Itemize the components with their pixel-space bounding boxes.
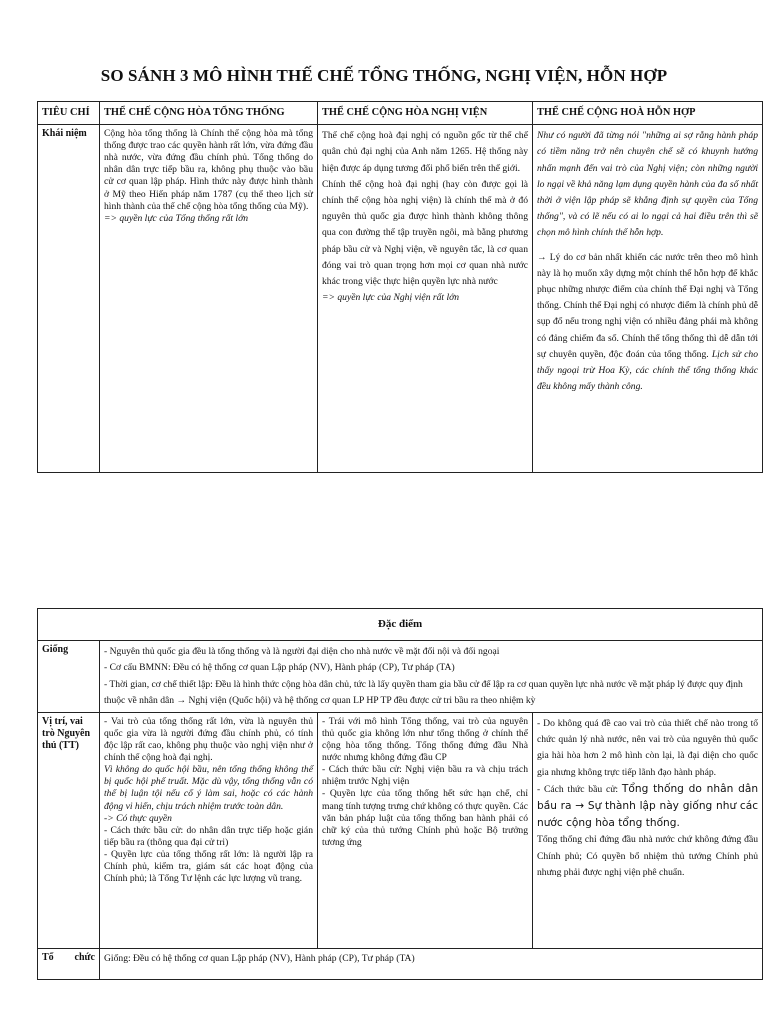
hybrid-election [537, 781, 758, 833]
hybrid-quote: Như có người đã từng nói "những ai sợ rằng hành pháp có tiềm năng trở nên chuyên chế sẽ có khuynh hướng nhấn mạnh đến vai trò của Nghị viện; còn những người lo ngại về khả năng lạm dụng quyền hành của đa số nhất thời ở viện lập pháp sẽ khẳng định sự quyền của Tổng thống", và có lẽ nếu có ai lo ngại cả hai điều trên thì sẽ chọn mô hình chính thể hỗn hợp. [537, 130, 758, 239]
cell-parliamentary-concept [318, 125, 533, 473]
presidential-election: - Cách thức bầu cử: do nhân dân trực tiếp hoặc gián tiếp bầu ra (thông qua đại cử tri) [104, 824, 313, 848]
hybrid-role: - Do không quá đề cao vai trò của thiết chế nào trong tổ chức quản lý nhà nước, nên vai trò của nguyên thủ quốc gia hài hòa hơn 2 mô hình còn lại, là đại diện cho quốc gia nhưng không trực tiếp lãnh đạo hành pháp. [537, 717, 759, 778]
similarity-line: - Cơ cấu BMNN: Đều có hệ thống cơ quan Lập pháp (NV), Hành pháp (CP), Tư pháp (TA) [104, 662, 455, 674]
hybrid-reason-text: → Lý do cơ bản nhất khiến các nước trên theo mô hình này là họ muốn xây dựng một chính thể hỗn hợp để khắc phục những nhược điểm của chính thể Đại nghị và Tổng thống. Chính thể Đại nghị có nhược điểm là chính phủ dễ sụp đổ nếu trong nghị viện có nhiều đảng phái mà không có đảng chiếm đa số. Chính thể tổng thống thì dễ dẫn tới sự chuyên quyền, độc đoán của tổng thống. [537, 251, 758, 360]
cell-organization: Giống: Đều có hệ thống cơ quan Lập pháp (NV), Hành pháp (CP), Tư pháp (TA) [100, 948, 763, 979]
table-row-concept [38, 125, 763, 473]
header-criteria: TIÊU CHÍ [38, 102, 100, 125]
presidential-role: - Vai trò của tổng thống rất lớn, vừa là nguyên thủ quốc gia vừa là người đứng đầu chính phủ, có tính độc lập rất cao, không phụ thuộc vào nghị viện như ở chính thể cộng hoà đại nghị. [104, 715, 313, 764]
row-label-similarities: Giống [38, 641, 100, 713]
similarity-line: - Nguyên thủ quốc gia đều là tổng thống và là người đại diện cho nhà nước về mặt đối nội và đối ngoại [104, 646, 500, 658]
presidential-powers: - Quyền lực của tổng thống rất lớn: là người lập ra Chính phủ, kiểm tra, giám sát các hoạt động của Chính phủ; là Tổng Tư lệnh các lực lượng vũ trang. [104, 848, 313, 885]
cell-presidential-concept [100, 125, 318, 473]
header-hybrid: THỂ CHẾ CỘNG HOÀ HỖN HỢP [533, 102, 763, 125]
cell-similarities [100, 641, 763, 713]
hybrid-reason [537, 250, 758, 396]
row-label-organization: Tổ chức [38, 948, 100, 979]
header-presidential: THỂ CHẾ CỘNG HÒA TỔNG THỐNG [100, 102, 318, 125]
parliamentary-conclusion: => quyền lực của Nghị viện rất lớn [322, 292, 460, 304]
presidential-impeachment: Vì không do quốc hội bầu, nên tổng thống không thể bị quốc hội phế truất. Mặc dù vậy, tổng thống vẫn có thể bị luận tội nếu cố ý làm sai, hoặc có các hành động vi hiến, chịu trách nhiệm trước toàn dân. [104, 764, 313, 812]
parliamentary-powers: - Quyền lực của tổng thống hết sức hạn chế, chỉ mang tính tượng trưng chứ không có thực quyền. Các văn bản pháp luật của tổng thống ban hành phải có chữ ký của thủ tướng Chính phủ hoặc Bộ trưởng tương ứng [322, 788, 528, 848]
cell-presidential-head [100, 712, 318, 948]
row-label-concept: Khái niệm [38, 125, 100, 473]
cell-hybrid-concept [533, 125, 763, 473]
header-parliamentary: THỂ CHẾ CỘNG HÒA NGHỊ VIỆN [318, 102, 533, 125]
row-label-head-of-state: Vị trí, vai trò Nguyên thủ (TT) [38, 712, 100, 948]
hybrid-election-text: Tổng thống do nhân dân bầu ra → Sự thành lập này giống như các nước cộng hòa tổng thống. [537, 782, 759, 830]
hybrid-powers: Tổng thống chỉ đứng đầu nhà nước chứ không đứng đầu Chính phủ; Có quyền bổ nhiệm thủ tướng Chính phủ nhưng phải được nghị viện phê chuẩn. [537, 834, 759, 878]
table-row-similarities [38, 641, 763, 713]
table-header-row [38, 102, 763, 125]
page-title: SO SÁNH 3 MÔ HÌNH THẾ CHẾ TỔNG THỐNG, NGHỊ VIỆN, HỖN HỢP [100, 66, 668, 85]
cell-hybrid-head [533, 712, 763, 948]
hybrid-reason-italic: Lịch sử cho thấy ngoại trừ Hoa Kỳ, các chính thể tổng thống khác đều không mấy thành công. [537, 348, 758, 393]
parliamentary-definition: Chính thể cộng hoà đại nghị (hay còn được gọi là chính thể cộng hòa nghị viện) là chính thể mà ở đó nguyên thủ quốc gia được hình thành không thông qua con đường thể tập truyền ngôi, mà bằng phương pháp bầu cử và Nghị viện, về nguyên tắc, là cơ quan đóng vai trò quan trọng hơn mọi cơ quan nhà nước khác trong việc thực hiện quyền lực nhà nước [322, 178, 528, 287]
table-row-head-of-state [38, 712, 763, 948]
comparison-table-features [37, 608, 763, 980]
presidential-real-power: -> Có thực quyền [104, 812, 172, 824]
cell-parliamentary-head [318, 712, 533, 948]
parliamentary-origin: Thể chế cộng hoà đại nghị có nguồn gốc từ thể chế quân chủ đại nghị của Anh năm 1265. Hệ thống này hiện được áp dụng tương đối phổ biến trên thế giới. [322, 130, 528, 174]
presidential-conclusion: => quyền lực của Tổng thống rất lớn [104, 212, 249, 224]
table-row-organization [38, 948, 763, 979]
presidential-definition: Cộng hòa tổng thống là Chính thể cộng hòa mà tổng thống được trao các quyền hành rất lớn, vừa đứng đầu nhà nước, vừa đứng đầu chính phủ. Tổng thống do nhân dân trực tiếp bầu ra, không phụ thuộc vào bầu cử cơ quan lập pháp. Hình thức này được hình thành ở Mỹ theo Hiến pháp năm 1787 (cụ thể theo lịch sử hình thành của thể chế cộng hòa tổng thống của Mỹ). [104, 128, 313, 212]
similarity-line: - Thời gian, cơ chế thiết lập: Đều là hình thức cộng hòa dân chủ, tức là lấy quyền tham gia bầu cử để lập ra cơ quan quyền lực nhà nước về mặt pháp lý được quy định thuộc về nhân dân → Nghị viện (Quốc hội) và hệ thống cơ quan LP HP TP đều được cử tri bầu ra theo nhiệm kỳ [104, 678, 743, 706]
comparison-table-concepts [37, 101, 763, 473]
hybrid-election-prefix: - Cách thức bầu cử: [537, 783, 622, 795]
parliamentary-role: - Trái với mô hình Tổng thống, vai trò của nguyên thủ quốc gia không lớn như tổng thống ở chính thể cộng hòa tổng thống. Tổng thống đứng đầu Nhà nước nhưng không đứng đầu CP [322, 715, 528, 764]
features-header-row [38, 609, 763, 641]
features-header: Đặc điểm [38, 609, 763, 641]
parliamentary-election: - Cách thức bầu cử: Nghị viện bầu ra và chịu trách nhiệm trước Nghị viện [322, 764, 528, 788]
